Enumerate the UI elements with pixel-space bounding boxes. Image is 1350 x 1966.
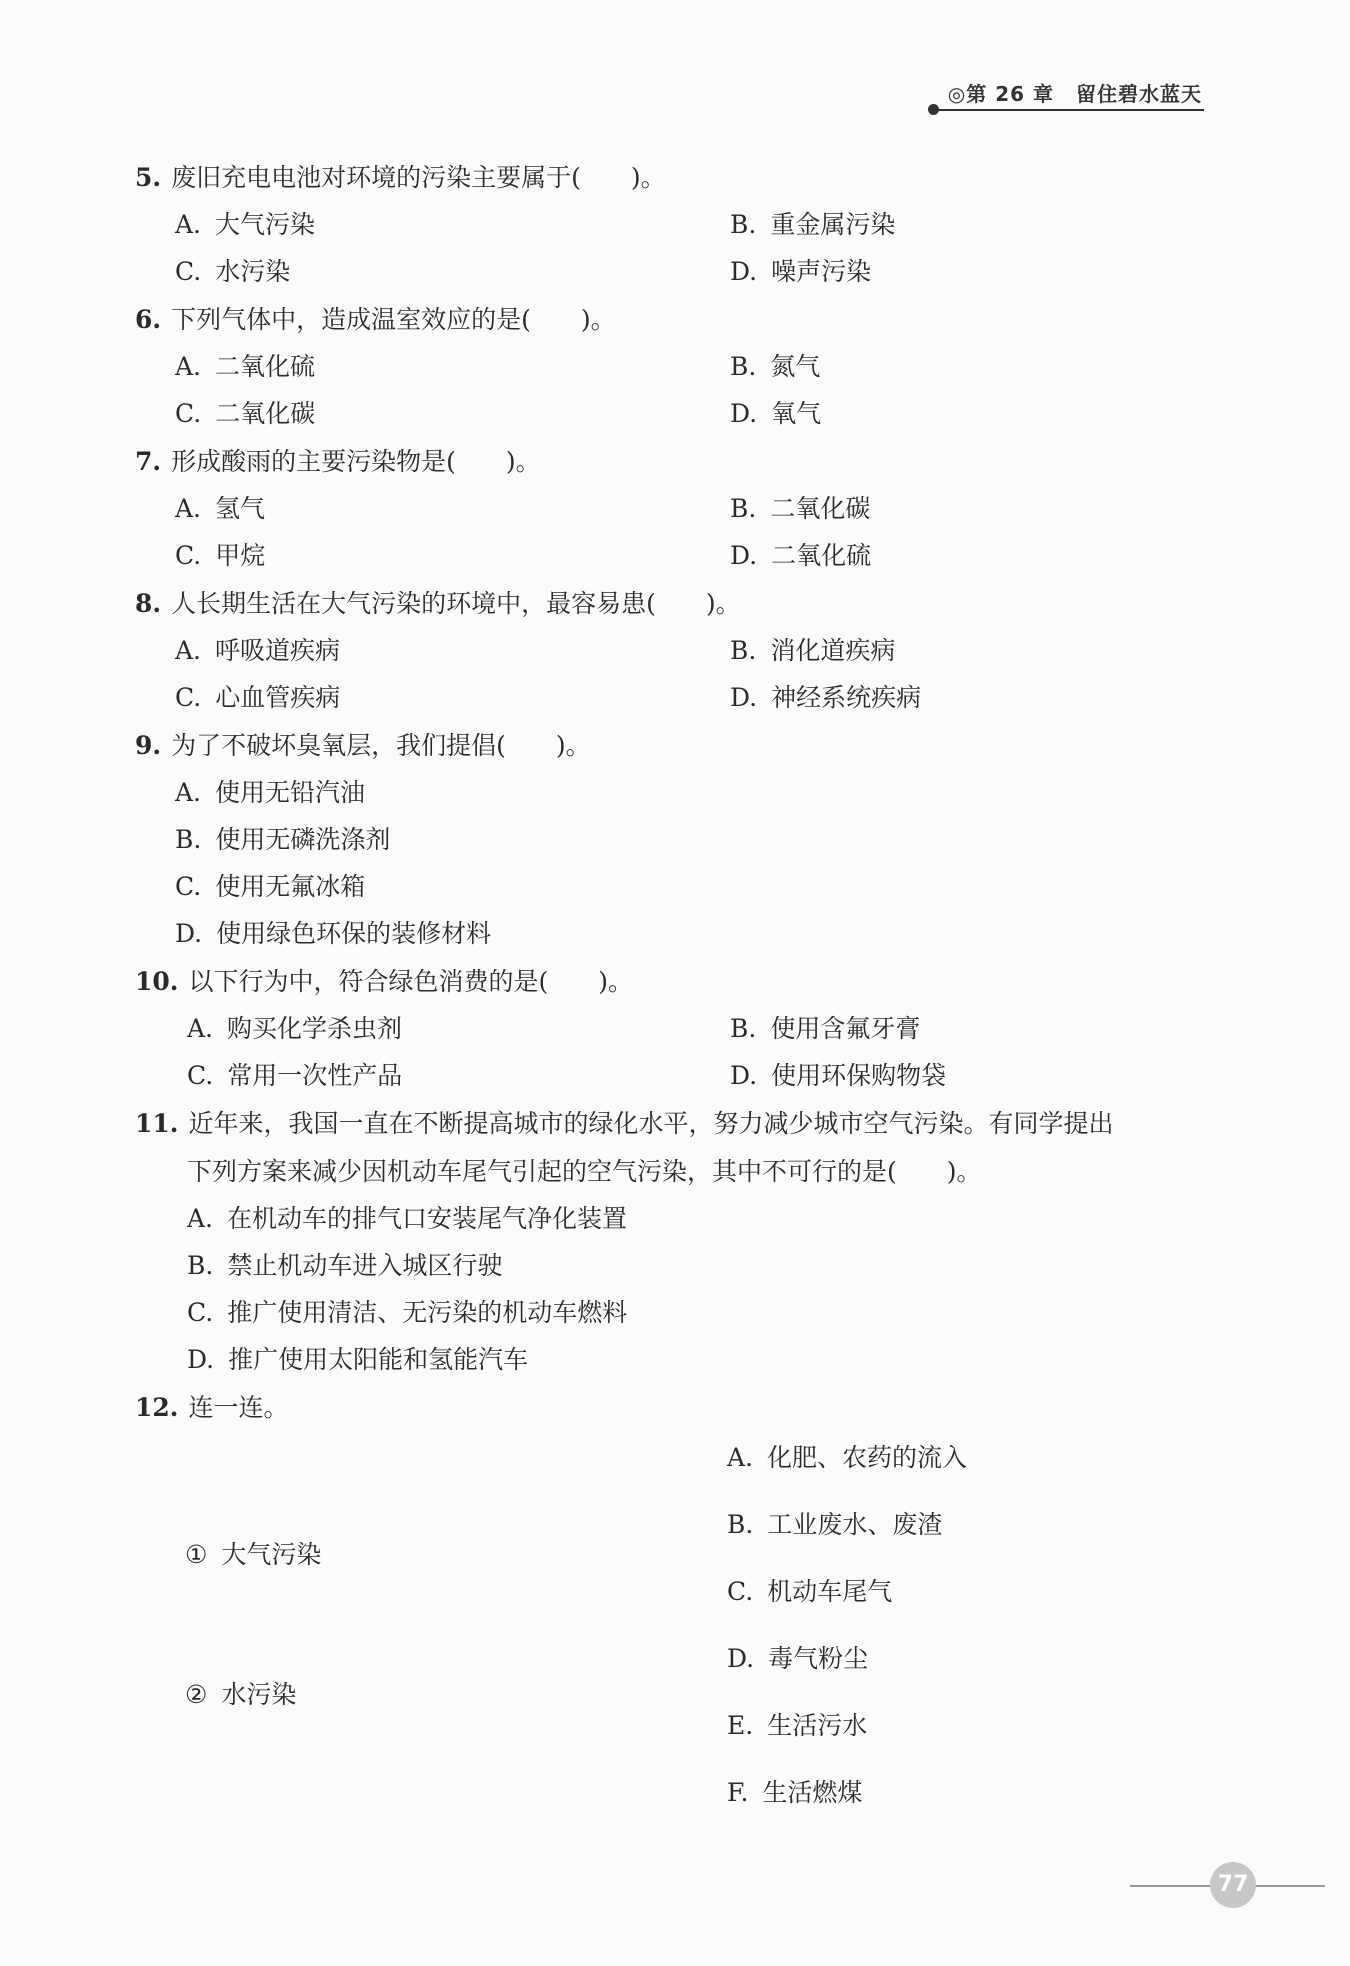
option: A. 使用无铅汽油 bbox=[175, 778, 366, 807]
option: B. 使用含氟牙膏 bbox=[730, 1014, 921, 1043]
option: B. 消化道疾病 bbox=[730, 636, 896, 665]
option: B. 禁止机动车进入城区行驶 bbox=[187, 1251, 503, 1280]
match-right-item: C. 机动车尾气 bbox=[727, 1577, 893, 1606]
question-11-stem-cont: 下列方案来减少因机动车尾气引起的空气污染，其中不可行的是( )。 bbox=[187, 1157, 982, 1186]
option: A. 在机动车的排气口安装尾气净化装置 bbox=[187, 1204, 628, 1233]
question-7: 7. 形成酸雨的主要污染物是( )。 bbox=[135, 447, 541, 476]
question-stem: 废旧充电电池对环境的污染主要属于( )。 bbox=[171, 163, 666, 192]
option: B. 二氧化碳 bbox=[730, 494, 871, 523]
question-9: 9. 为了不破坏臭氧层，我们提倡( )。 bbox=[135, 731, 591, 760]
option: C. 使用无氟冰箱 bbox=[175, 872, 366, 901]
option: A. 购买化学杀虫剂 bbox=[187, 1014, 403, 1043]
match-right-item: E. 生活污水 bbox=[727, 1711, 868, 1740]
match-left-item: ① 大气污染 bbox=[185, 1540, 322, 1569]
question-10: 10. 以下行为中，符合绿色消费的是( )。 bbox=[135, 967, 634, 996]
match-right-item: F. 生活燃煤 bbox=[727, 1778, 863, 1807]
option: B. 使用无磷洗涤剂 bbox=[175, 825, 391, 854]
option: A. 二氧化硫 bbox=[175, 352, 316, 381]
question-12: 12. 连一连。 bbox=[135, 1393, 289, 1422]
question-6: 6. 下列气体中，造成温室效应的是( )。 bbox=[135, 305, 616, 334]
option: C. 水污染 bbox=[175, 257, 291, 286]
option: D. 使用环保购物袋 bbox=[730, 1061, 947, 1090]
option: C. 推广使用清洁、无污染的机动车燃料 bbox=[187, 1298, 628, 1327]
option: D. 使用绿色环保的装修材料 bbox=[175, 919, 492, 948]
match-right-item: A. 化肥、农药的流入 bbox=[727, 1443, 968, 1472]
option: C. 心血管疾病 bbox=[175, 683, 341, 712]
question-number: 5. bbox=[135, 163, 162, 192]
option: A. 氢气 bbox=[175, 494, 266, 523]
option: B. 氮气 bbox=[730, 352, 821, 381]
question-5 bbox=[135, 163, 666, 193]
option: D. 氧气 bbox=[730, 399, 822, 428]
header-rule bbox=[934, 109, 1204, 111]
option: D. 神经系统疾病 bbox=[730, 683, 922, 712]
match-left-item: ② 水污染 bbox=[185, 1680, 297, 1709]
option: A. 大气污染 bbox=[175, 210, 316, 239]
option: D. 二氧化硫 bbox=[730, 541, 872, 570]
option: D. 噪声污染 bbox=[730, 257, 872, 286]
option: C. 二氧化碳 bbox=[175, 399, 316, 428]
option: C. 甲烷 bbox=[175, 541, 266, 570]
question-11: 11. 近年来，我国一直在不断提高城市的绿化水平，努力减少城市空气污染。有同学提出 bbox=[135, 1109, 1114, 1138]
match-right-item: D. 毒气粉尘 bbox=[727, 1644, 869, 1673]
running-head bbox=[948, 78, 1202, 107]
question-8: 8. 人长期生活在大气污染的环境中，最容易患( )。 bbox=[135, 589, 741, 618]
option: B. 重金属污染 bbox=[730, 210, 896, 239]
chapter-title: 留住碧水蓝天 bbox=[1076, 82, 1202, 106]
option: D. 推广使用太阳能和氢能汽车 bbox=[187, 1345, 529, 1374]
option: A. 呼吸道疾病 bbox=[175, 636, 341, 665]
option: C. 常用一次性产品 bbox=[187, 1061, 403, 1090]
match-right-item: B. 工业废水、废渣 bbox=[727, 1510, 943, 1539]
page-number: 77 bbox=[1210, 1862, 1256, 1908]
chapter-number: ◎第 26 章 bbox=[947, 82, 1054, 106]
